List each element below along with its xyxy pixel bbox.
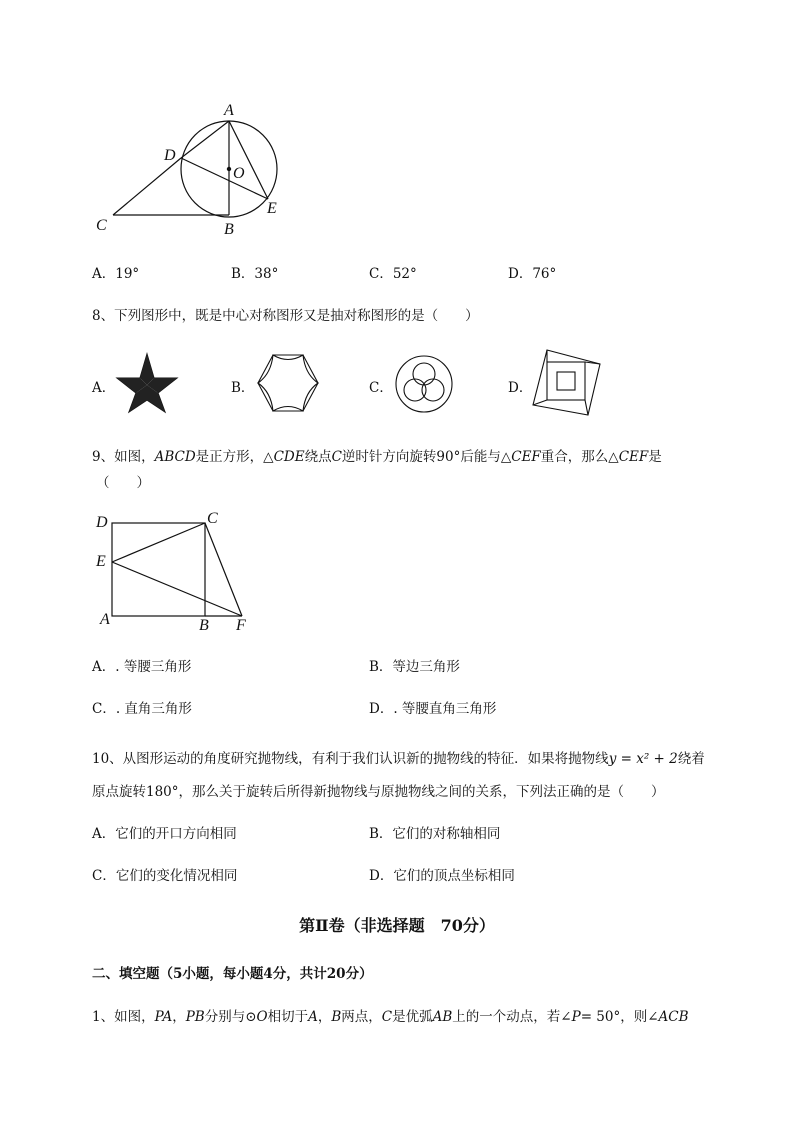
q9-label-c: C bbox=[207, 510, 218, 527]
q9-stem-line2: （ ） bbox=[96, 475, 150, 491]
q7-option-c: C．52° bbox=[369, 266, 417, 282]
q8-squares-figure bbox=[528, 348, 604, 418]
fill1-text-2: ， bbox=[172, 1009, 186, 1025]
q8-hexagon-figure bbox=[255, 352, 321, 414]
q9-stem-text-5: 重合，那么△ bbox=[540, 449, 619, 465]
fill1-text-8: 上的一个动点，若∠ bbox=[452, 1009, 572, 1025]
fill1-text-5: ， bbox=[317, 1009, 332, 1025]
fill1-o: O bbox=[256, 1009, 268, 1025]
q9-figure bbox=[92, 508, 262, 638]
fill1-c: C bbox=[381, 1009, 393, 1025]
q7-label-c: C bbox=[96, 217, 107, 234]
q10-stem-text-2: 绕着 bbox=[677, 751, 705, 767]
q9-label-a: A bbox=[100, 611, 110, 628]
q7-label-a: A bbox=[224, 102, 234, 119]
fill1-a: A bbox=[308, 1009, 318, 1025]
q9-stem-cef-2: CEF bbox=[618, 449, 649, 465]
q7-line-ae bbox=[229, 121, 268, 199]
q9-line-cf bbox=[205, 523, 242, 616]
q9-stem-text-1: 9、如图， bbox=[92, 449, 155, 465]
fill1-text-7: 是优弧 bbox=[392, 1009, 433, 1025]
q9-label-d: D bbox=[96, 514, 108, 531]
q10-stem-line2: 原点旋转180°，那么关于旋转后所得新抛物线与原抛物线之间的关系，下列法正确的是（ ） bbox=[92, 784, 665, 800]
q8-star-figure bbox=[114, 351, 180, 415]
q7-option-b: B．38° bbox=[231, 266, 279, 282]
q9-stem-text-2: 是正方形，△ bbox=[195, 449, 274, 465]
q9-stem-text-4: 逆时针方向旋转90°后能与△ bbox=[341, 449, 512, 465]
fill1-text-6: 两点， bbox=[341, 1009, 382, 1025]
q7-option-d: D．76° bbox=[508, 266, 557, 282]
q8-stem: 8、下列图形中，既是中心对称图形又是抽对称图形的是（ ） bbox=[92, 308, 479, 324]
q9-line-ec bbox=[112, 523, 205, 562]
q8-option-b-letter: B． bbox=[231, 380, 255, 396]
q9-stem-text-6: 是 bbox=[648, 449, 662, 465]
section2-subtitle: 二、填空题（5小题，每小题4分，共计20分） bbox=[92, 966, 373, 982]
fill1-text-9: = 50°，则∠ bbox=[580, 1009, 659, 1025]
q9-label-f: F bbox=[236, 617, 246, 634]
q7-label-o: O bbox=[233, 165, 245, 182]
q9-stem-cef-1: CEF bbox=[511, 449, 541, 465]
q9-option-c: C．. 直角三角形 bbox=[92, 701, 192, 717]
fill1-acb: ACB bbox=[658, 1009, 689, 1025]
q7-line-cd bbox=[113, 158, 181, 215]
q7-figure bbox=[90, 98, 290, 238]
q9-option-b: B．等边三角形 bbox=[369, 659, 460, 675]
q10-option-b: B．它们的对称轴相同 bbox=[369, 826, 501, 842]
q9-square bbox=[112, 523, 205, 616]
fill1-p: P bbox=[571, 1009, 581, 1025]
q10-stem-line1 bbox=[92, 747, 705, 767]
fill1-pb: PB bbox=[185, 1009, 205, 1025]
q7-option-a: A．19° bbox=[92, 266, 140, 282]
q10-parabola-formula: y = x² + 2 bbox=[608, 751, 678, 767]
q9-stem-abcd: ABCD bbox=[154, 449, 196, 465]
q7-label-b: B bbox=[224, 221, 234, 238]
q9-stem-line1 bbox=[92, 445, 662, 465]
fill1-ab: AB bbox=[432, 1009, 453, 1025]
fill1-text-4: 相切于 bbox=[267, 1009, 309, 1025]
q9-option-d: D．. 等腰直角三角形 bbox=[369, 701, 497, 717]
section2-title: 第Ⅱ卷（非选择题 70分） bbox=[299, 916, 495, 935]
q7-line-de bbox=[181, 158, 268, 199]
q8-option-a-letter: A． bbox=[92, 380, 116, 396]
q9-label-e: E bbox=[96, 553, 106, 570]
fill1-b: B bbox=[331, 1009, 342, 1025]
q9-stem-cde: CDE bbox=[273, 449, 305, 465]
q9-stem-text-3: 绕点 bbox=[304, 449, 332, 465]
fill1-text-3: 分别与⊙ bbox=[204, 1009, 257, 1025]
q10-option-d: D．它们的顶点坐标相同 bbox=[369, 868, 515, 884]
fill1-pa: PA bbox=[154, 1009, 173, 1025]
q8-option-c-letter: C． bbox=[369, 380, 393, 396]
q8-circles-figure bbox=[393, 353, 455, 415]
q7-label-e: E bbox=[267, 200, 277, 217]
q9-option-a: A．. 等腰三角形 bbox=[92, 659, 192, 675]
q10-option-c: C．它们的变化情况相同 bbox=[92, 868, 238, 884]
q9-line-ef bbox=[112, 562, 242, 616]
q7-center-dot bbox=[227, 167, 231, 171]
q9-stem-c: C bbox=[331, 449, 342, 465]
q10-option-a: A．它们的开口方向相同 bbox=[92, 826, 237, 842]
fill1-stem bbox=[92, 1005, 689, 1025]
q7-label-d: D bbox=[164, 147, 176, 164]
q7-line-da bbox=[181, 121, 229, 158]
q9-label-b: B bbox=[199, 617, 209, 634]
q10-stem-text-1: 10、从图形运动的角度研究抛物线，有利于我们认识新的抛物线的特征．如果将抛物线 bbox=[92, 751, 609, 767]
fill1-text-1: 1、如图， bbox=[92, 1009, 155, 1025]
q8-option-d-letter: D． bbox=[508, 380, 533, 396]
